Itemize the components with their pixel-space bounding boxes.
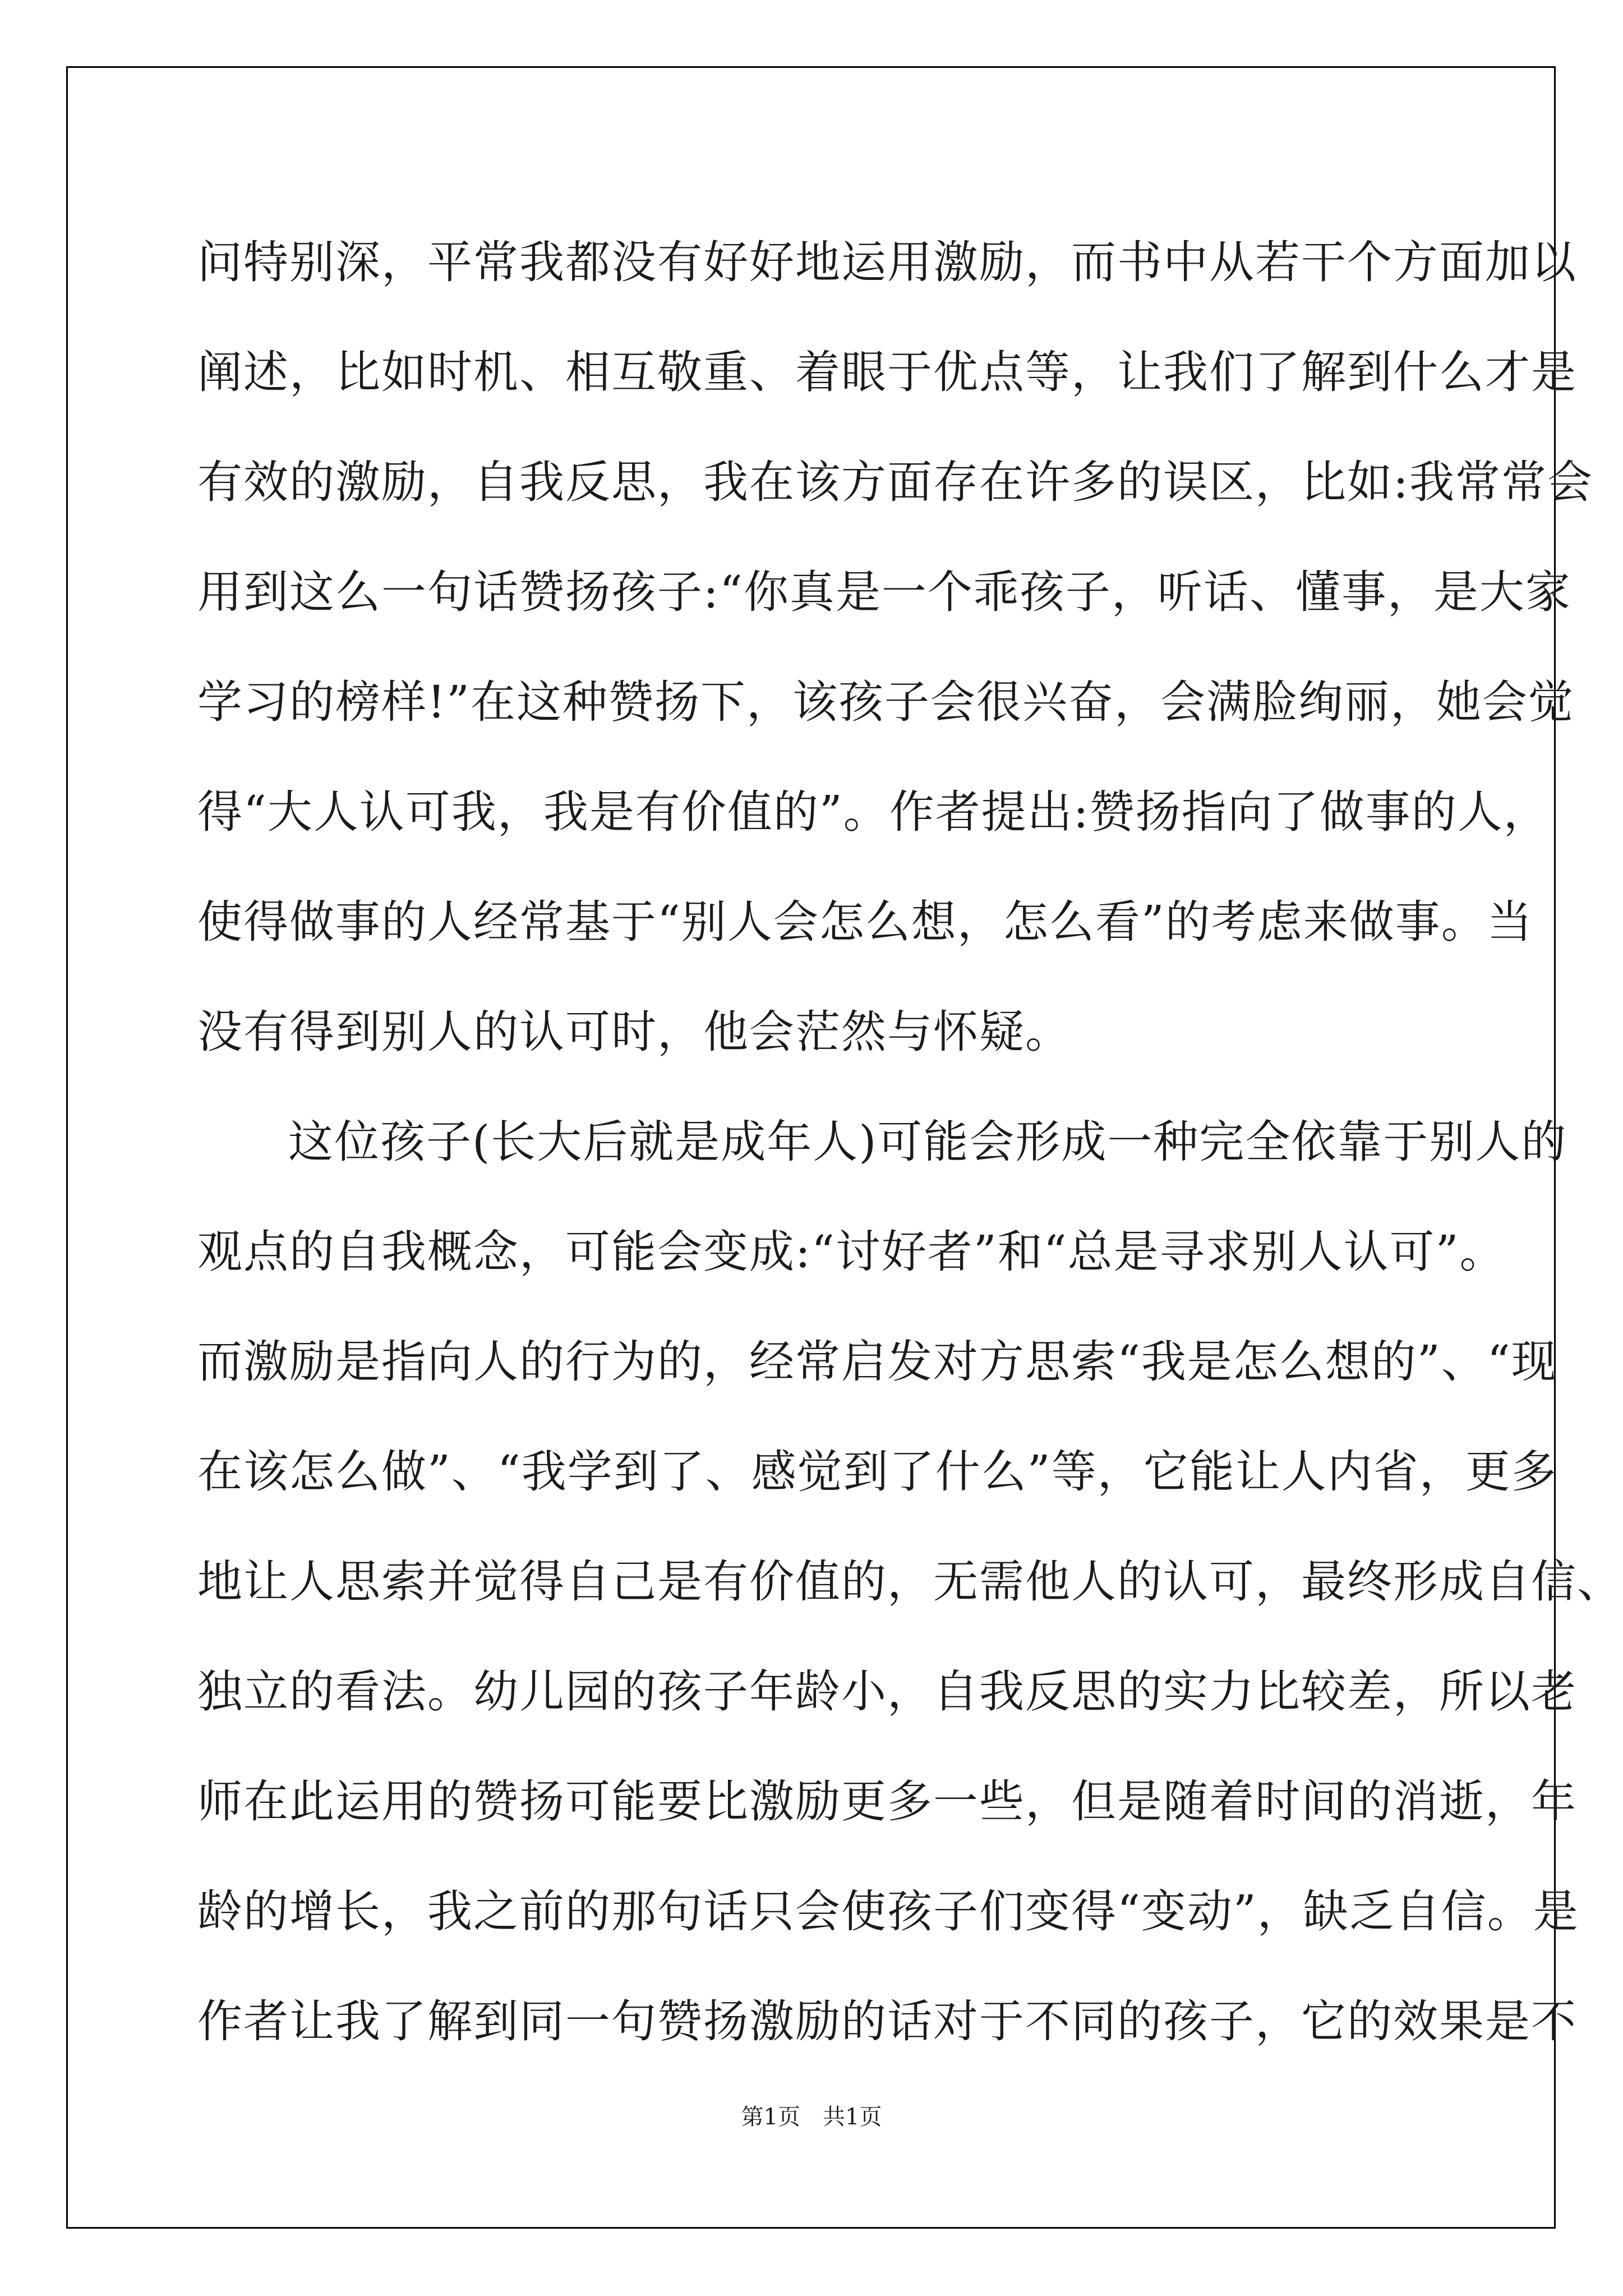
text-line: 阐述，比如时机、相互敬重、着眼于优点等，让我们了解到什么才是 — [197, 346, 1577, 398]
page-number-footer: 第1页 共1页 — [741, 2104, 882, 2130]
text-line: 用到这么一句话赞扬孩子:“你真是一个乖孩子，听话、懂事，是大家 — [197, 566, 1571, 618]
text-line: 在该怎么做”、“我学到了、感觉到了什么”等，它能让人内省，更多 — [197, 1446, 1557, 1498]
text-line: 独立的看法。幼儿园的孩子年龄小，自我反思的实力比较差，所以老 — [197, 1665, 1577, 1718]
text-line: 问特别深，平常我都没有好好地运用激励，而书中从若干个方面加以 — [197, 236, 1577, 288]
text-line: 有效的激励，自我反思，我在该方面存在许多的误区，比如:我常常会 — [197, 456, 1593, 508]
text-line: 观点的自我概念，可能会变成:“讨好者”和“总是寻求别人认可”。 — [197, 1226, 1506, 1278]
text-line: 使得做事的人经常基于“别人会怎么想，怎么看”的考虑来做事。当 — [197, 896, 1533, 948]
text-line: 地让人思索并觉得自己是有价值的，无需他人的认可，最终形成自信、 — [197, 1556, 1623, 1608]
text-line: 得“大人认可我，我是有价值的”。作者提出:赞扬指向了做事的人， — [197, 786, 1550, 838]
text-line: 学习的榜样!”在这种赞扬下，该孩子会很兴奋，会满脸绚丽，她会觉 — [197, 676, 1575, 728]
text-line: 没有得到别人的认可时，他会茫然与怀疑。 — [197, 1006, 1071, 1058]
document-body — [197, 208, 1623, 2077]
text-line: 而激励是指向人的行为的，经常启发对方思索“我是怎么想的”、“现 — [197, 1336, 1557, 1388]
paragraph-start-line: 这位孩子(长大后就是成年人)可能会形成一种完全依靠于别人的 — [288, 1116, 1567, 1168]
text-line: 龄的增长，我之前的那句话只会使孩子们变得“变动”，缺乏自信。是 — [197, 1885, 1579, 1938]
text-line: 师在此运用的赞扬可能要比激励更多一些，但是随着时间的消逝，年 — [197, 1775, 1577, 1828]
text-line: 作者让我了解到同一句赞扬激励的话对于不同的孩子，它的效果是不 — [197, 1995, 1577, 2047]
